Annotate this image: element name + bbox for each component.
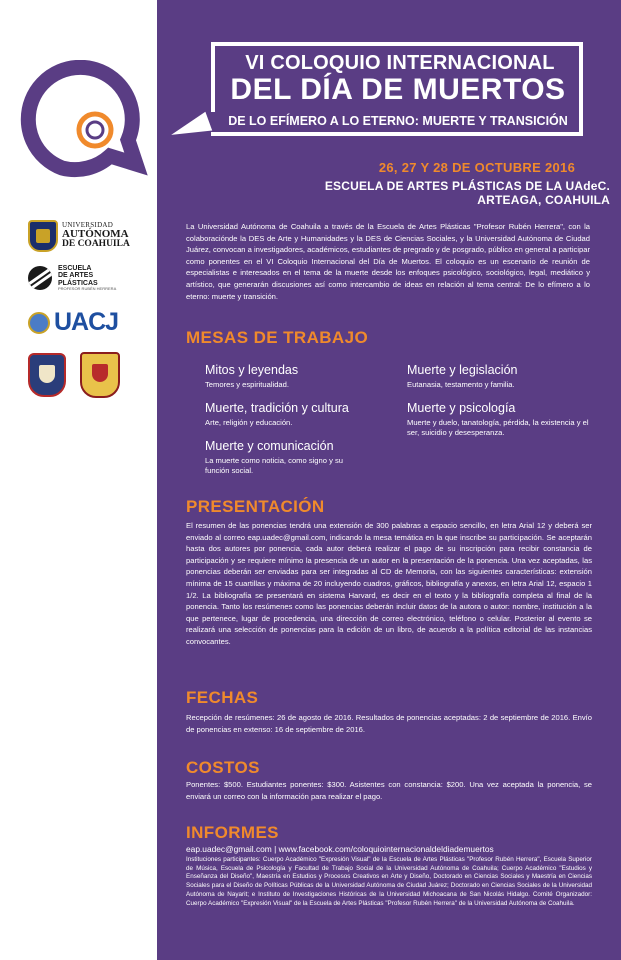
presentacion-paragraph: El resumen de las ponencias tendrá una extensión de 300 palabras a espacio sencillo, en letra Arial 12 y deberá ser enviado al correo eap.uadec@gmail.com, indicando la mesa temática en la que inscribe su participación. Se aceptarán hasta dos autores por ponencia, cada autor deberá realizar el pago de su inscripción para recibir constancia de participación y se requiere mínimo la presencia de un autor en la presentación de la ponencia. Una vez aceptadas, las ponencias deberán ser enviadas para ser integradas al CD de Memoria, con las siguientes características: extensión mínima de 15 cuartillas y máxima de 20 incluyendo cuadros, gráficos, bibliografía y anexos, en letra Arial 12, espacio 1 1/2. La bibliografía se presentará en sistema Harvard, es decir en el texto y la bibliografía completa al final de la ponencia. Tanto los resúmenes como las ponencias deberán incluir datos de la autora o autor: nombre, institución a la que pertenece, lugar de procedencia, una dirección de correo electrónico, teléfono o celular. Posterior al evento se realizará una selección de ponencias para la edición de un libro, de acuerdo a la política editorial de las instancias convocantes. <box>186 521 592 646</box>
mesa-desc: Muerte y duelo, tanatología, pérdida, la existencia y el ser, suicidio y desesperanza. <box>407 417 589 437</box>
mesa-item <box>407 402 597 438</box>
mesa-desc: La muerte como noticia, como signo y su función social. <box>205 455 344 475</box>
costos-heading: COSTOS <box>186 758 260 777</box>
mesa-item <box>205 402 385 428</box>
uadec-logo-line3: DE COAHUILA <box>62 239 130 250</box>
eap-logo-line2: DE ARTES <box>58 272 94 280</box>
event-venue: ESCUELA DE ARTES PLÁSTICAS DE LA UAdeC. ARTEAGA, COAHUILA <box>324 179 610 207</box>
presentacion-heading: PRESENTACIÓN <box>186 497 325 516</box>
poster-main-panel <box>157 0 621 960</box>
eap-logo-line3: PLÁSTICAS <box>58 279 98 287</box>
umsnh-crest-icon <box>80 352 120 398</box>
costos-paragraph: Ponentes: $500. Estudiantes ponentes: $300. Asistentes con constancia: $200. Una vez aceptada la ponencia, se enviará un correo con la información para realizar el pago. <box>186 780 592 801</box>
informes-heading: INFORMES <box>186 823 279 842</box>
uan-crest-icon <box>28 353 66 397</box>
eap-logo <box>28 265 116 291</box>
logo-sidebar <box>0 0 157 960</box>
title-subtitle: DE LO EFÍMERO A LO ETERNO: MUERTE Y TRANSICIÓN <box>228 114 568 128</box>
uadec-logo-line2: AUTÓNOMA <box>62 228 129 241</box>
mesa-desc: Arte, religión y educación. <box>205 417 293 427</box>
title-line1: VI COLOQUIO INTERNACIONAL <box>245 52 555 74</box>
uacj-logo <box>28 308 118 337</box>
mesa-item <box>205 364 385 390</box>
event-date: 26, 27 Y 28 DE OCTUBRE 2016 <box>378 160 576 175</box>
mesas-heading: MESAS DE TRABAJO <box>186 328 369 347</box>
uadec-logo-line1: UNIVERSIDAD <box>62 221 114 230</box>
eap-logo-sub: PROFESOR RUBÉN HERRERA <box>58 286 117 292</box>
mesa-item <box>407 364 597 390</box>
mesa-title: Muerte, tradición y cultura <box>205 401 349 415</box>
uadec-shield-icon <box>28 220 58 252</box>
partner-crests <box>28 352 120 398</box>
uacj-logo-text: UACJ <box>54 308 119 336</box>
fechas-paragraph: Recepción de resúmenes: 26 de agosto de 2016. Resultados de ponencias aceptadas: 2 de septiembre de 2016. Envío de ponencias en extenso: 16 de septiembre de 2016. <box>186 713 592 734</box>
eap-logo-line1: ESCUELA <box>58 265 92 272</box>
participants-paragraph: Instituciones participantes: Cuerpo Académico "Expresión Visual" de la Escuela de Artes Plásticas "Profesor Rubén Herrera", Escuela Superior de Música, Escuela de Psicología y Facultad de Trabajo Social de la Universidad Autónoma de Coahuila; Cuerpo Académico "Estudios y Enseñanza del Diseño", Maestría en Estudios y Procesos Creativos en Arte y Diseño, Doctorado en Ciencias Sociales y Maestría en Ciencias Sociales para el Diseño de Políticas Públicas de la Universidad Autónoma de Ciudad Juárez; Doctorado en Ciencias Sociales de la Universidad Autónoma de Nayarit; e Instituto de Investigaciones Históricas de la Universidad Michoacana de San Nicolás Hidalgo. Comité Organizador: Cuerpo Académico "Expresión Visual" de la Escuela de Artes Plásticas "Profesor Rubén Herrera" de la Universidad Autónoma de Coahuila. <box>186 855 592 908</box>
uadec-logo <box>28 220 130 252</box>
mesa-desc: Eutanasia, testamento y familia. <box>407 379 515 389</box>
eap-circle-icon <box>28 266 52 290</box>
mesa-title: Mitos y leyendas <box>205 363 299 377</box>
mesa-title: Muerte y legislación <box>407 363 518 377</box>
title-line2: DEL DÍA DE MUERTOS <box>230 73 566 106</box>
uacj-seal-icon <box>28 312 50 334</box>
mesa-title: Muerte y comunicación <box>205 439 334 453</box>
informes-block <box>186 844 592 909</box>
mesa-item <box>205 440 355 476</box>
intro-paragraph: La Universidad Autónoma de Coahuila a través de la Escuela de Artes Plásticas "Profesor Rubén Herrera", con la colaboraciónde la DES de Arte y Humanidades y la DES de Ciencias Sociales, y la Universidad Autónoma de Ciudad Juárez, convocan a investigadores, académicos, estudiantes de pregrado y de posgrado, público en general a participar como ponentes en el VI Coloquio Internacional del Día de Muertos. El coloquio es un escenario de reunión de especialistas e interesados en el tema de la muerte desde los enfoques psicológico, sociológico, legal, mediático y artístico, que generarán discusiones así como intercambio de ideas en relación al tema central: De lo efímero a lo eterno: muerte y transición. <box>186 222 590 301</box>
coloquio-speech-bubble-logo <box>2 60 152 180</box>
contact-links: eap.uadec@gmail.com | www.facebook.com/coloquiointernacionaldeldiademuertos <box>186 844 494 854</box>
mesa-title: Muerte y psicología <box>407 401 516 415</box>
mesa-desc: Temores y espiritualidad. <box>205 379 289 389</box>
fechas-heading: FECHAS <box>186 688 259 707</box>
